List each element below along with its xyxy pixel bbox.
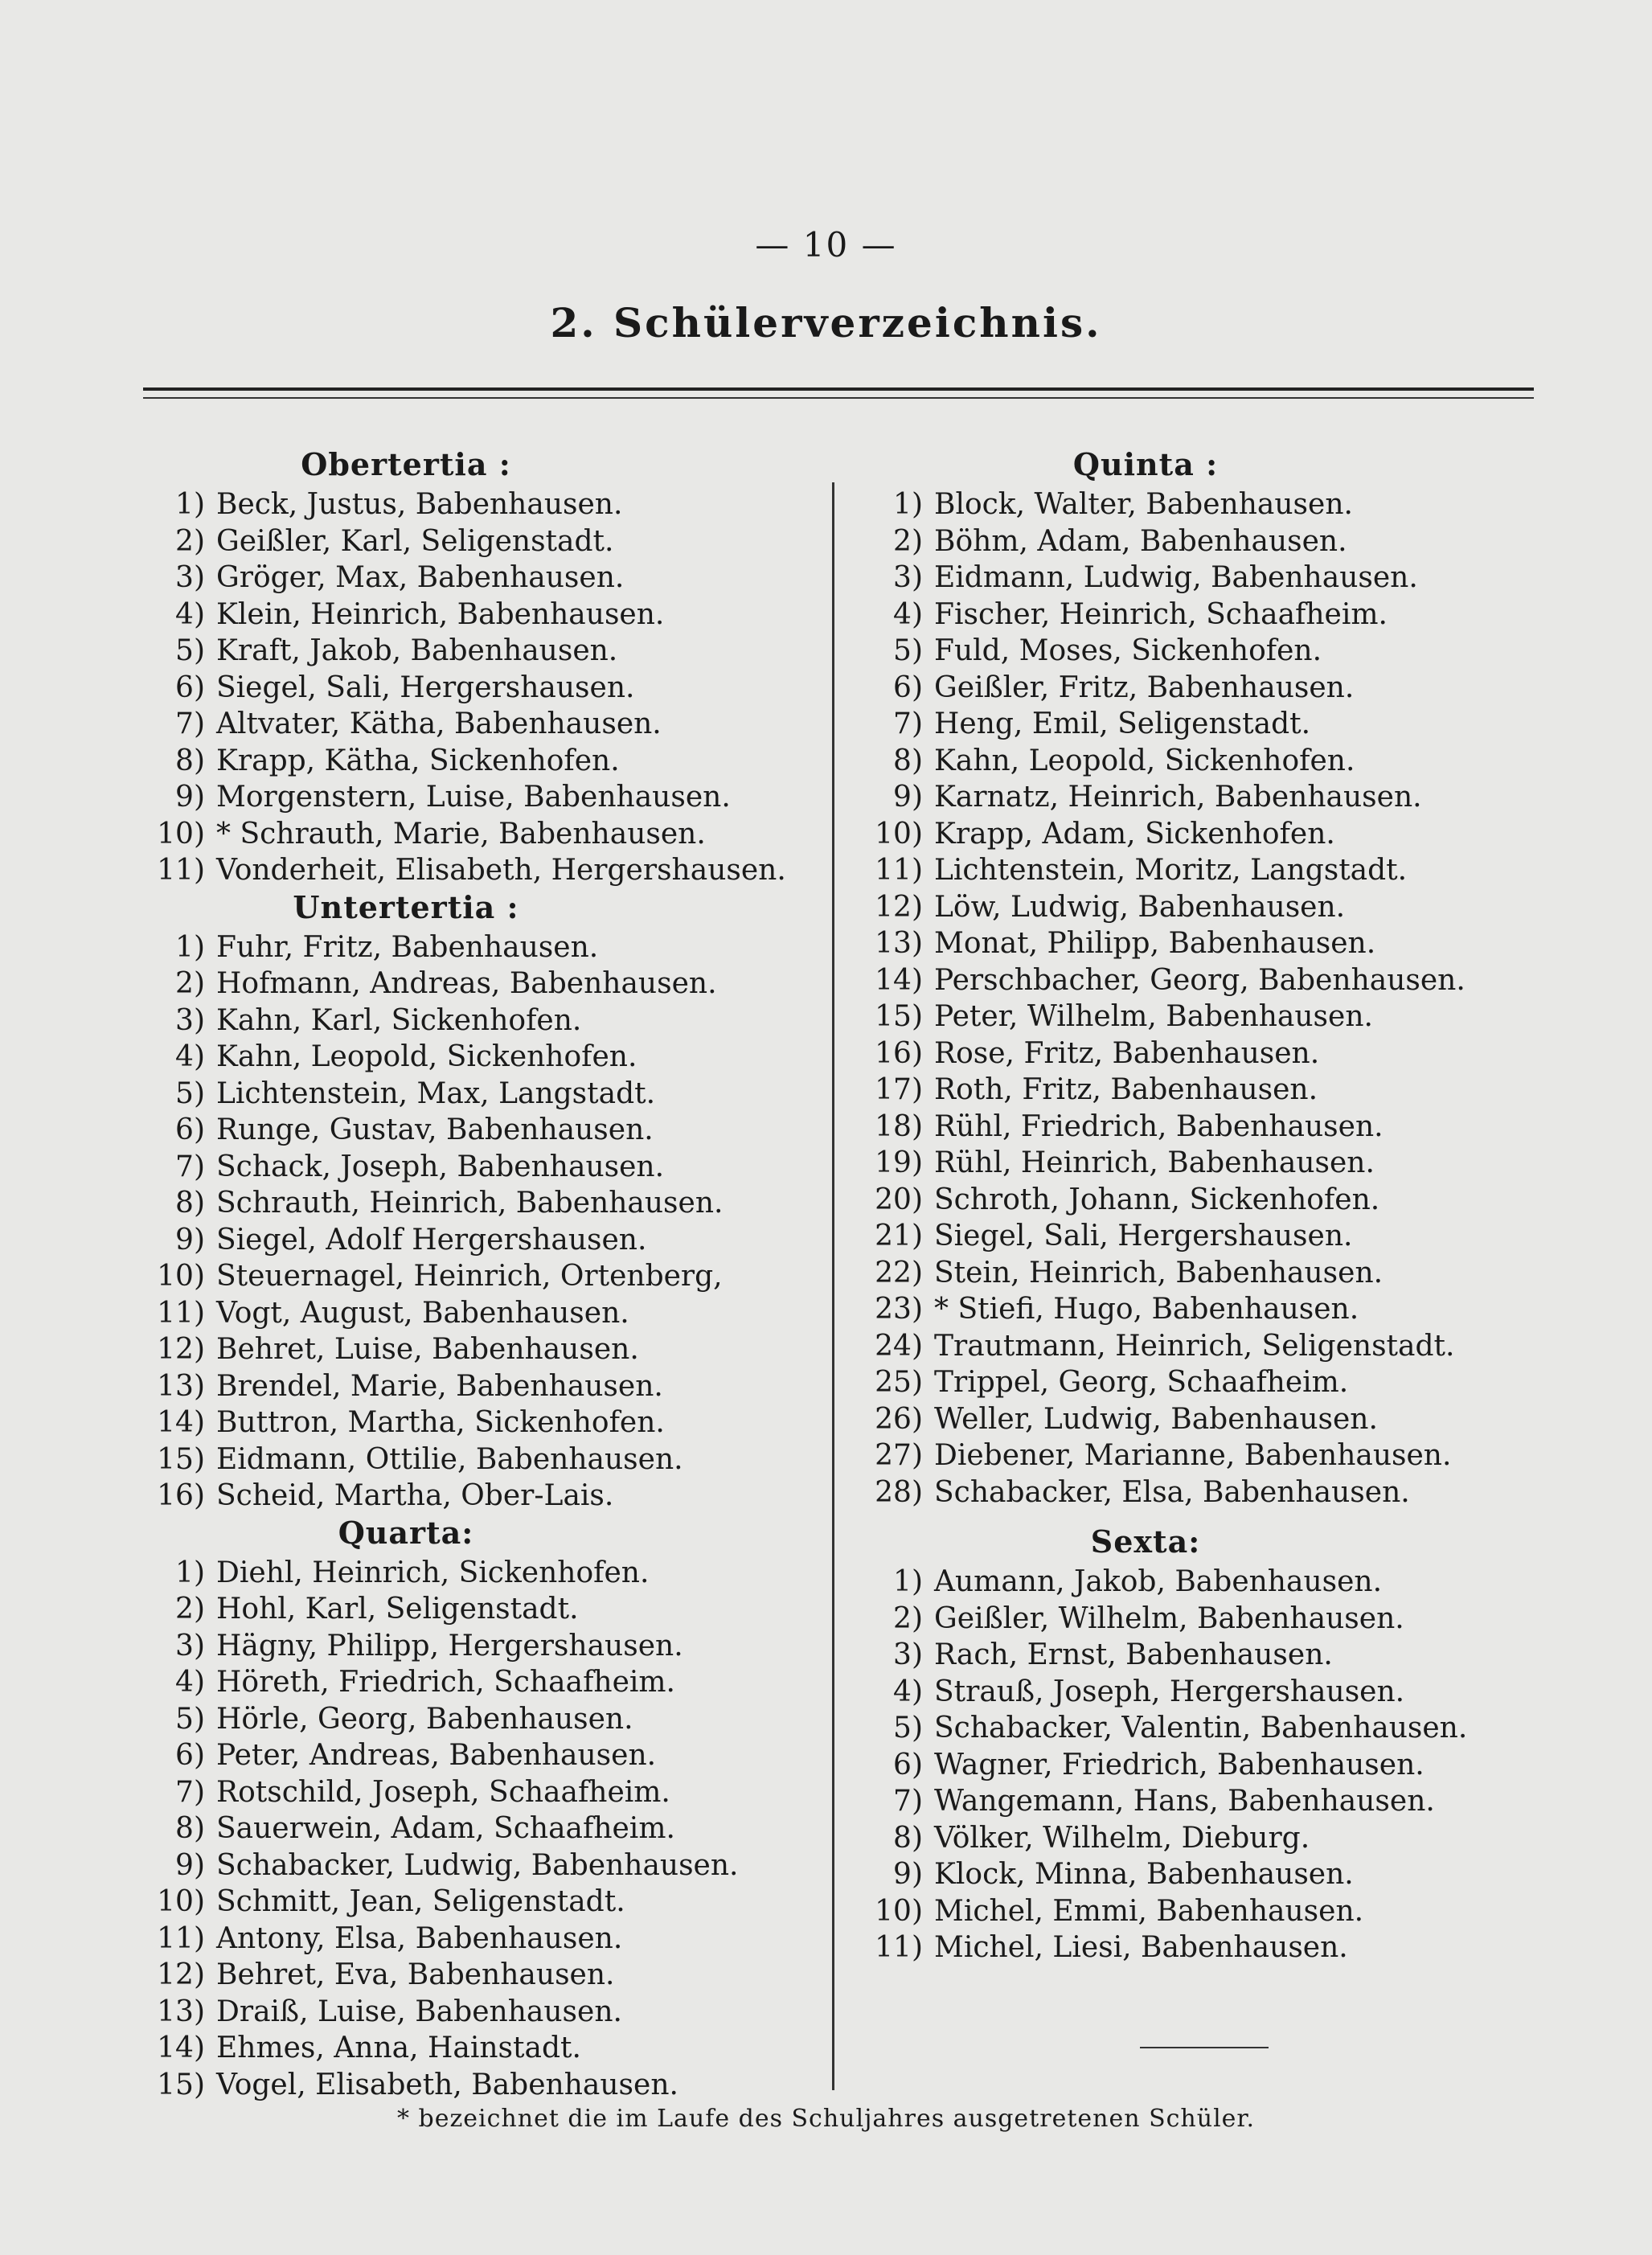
student-name: Krapp, Kätha, Sickenhofen. (216, 744, 620, 777)
entry-number: 7) (175, 1775, 205, 1809)
student-entry (868, 1072, 1560, 1109)
student-name: Schrauth, Heinrich, Babenhausen. (216, 1187, 724, 1220)
right-column-lower (868, 1523, 1560, 1966)
entry-number: 12) (157, 1958, 205, 1991)
student-entry (141, 929, 832, 966)
student-entry (141, 779, 832, 816)
student-entry (141, 486, 832, 523)
entry-number: 13) (875, 927, 923, 960)
entry-number: 1) (175, 1556, 205, 1589)
entry-number: 7) (175, 1150, 205, 1183)
student-name: Siegel, Sali, Hergershausen. (934, 1220, 1353, 1253)
entry-number: 24) (875, 1329, 923, 1363)
student-name: Kahn, Leopold, Sickenhofen. (934, 744, 1355, 777)
student-entry (868, 1747, 1560, 1784)
student-name: Trippel, Georg, Schaafheim. (934, 1366, 1349, 1399)
entry-number: 2) (893, 524, 923, 558)
student-entry (868, 597, 1560, 633)
entry-number: 28) (875, 1475, 923, 1509)
student-entry (868, 1893, 1560, 1930)
student-name: Karnatz, Heinrich, Babenhausen. (934, 781, 1422, 814)
student-name: Vogel, Elisabeth, Babenhausen. (216, 2068, 678, 2101)
student-name: Schabacker, Elsa, Babenhausen. (934, 1475, 1410, 1509)
entry-number: 10) (157, 1885, 205, 1918)
student-name: Böhm, Adam, Babenhausen. (934, 524, 1347, 558)
entry-number: 5) (175, 1702, 205, 1736)
entry-number: 10) (875, 817, 923, 851)
student-name: Brendel, Marie, Babenhausen. (216, 1369, 663, 1403)
student-name: Draiß, Luise, Babenhausen. (216, 1995, 622, 2028)
student-entry (868, 670, 1560, 707)
class-list-sexta (868, 1564, 1560, 1966)
student-entry (141, 1076, 832, 1113)
student-entry (868, 1145, 1560, 1182)
student-entry (868, 1856, 1560, 1893)
student-name: Klein, Heinrich, Babenhausen. (216, 597, 665, 631)
student-entry (141, 1295, 832, 1332)
student-entry (141, 1994, 832, 2031)
student-name: Rühl, Friedrich, Babenhausen. (934, 1109, 1383, 1143)
student-entry (868, 1218, 1560, 1255)
entry-number: 11) (157, 1921, 205, 1955)
student-name: Heng, Emil, Seligenstadt. (934, 707, 1311, 740)
column-divider (832, 482, 834, 2090)
entry-number: 14) (875, 963, 923, 997)
student-entry (868, 779, 1560, 816)
student-entry (868, 852, 1560, 889)
student-entry (141, 1331, 832, 1368)
student-name: Michel, Liesi, Babenhausen. (934, 1931, 1348, 1964)
student-name: Diebener, Marianne, Babenhausen. (934, 1439, 1452, 1472)
student-name: Kraft, Jakob, Babenhausen. (216, 634, 618, 667)
section-heading-untertertia: Untertertia : (293, 888, 519, 925)
student-name: Schack, Joseph, Babenhausen. (216, 1150, 665, 1183)
class-list-obertertia (141, 486, 832, 889)
entry-number: 27) (875, 1439, 923, 1472)
student-entry (868, 1255, 1560, 1292)
student-name: Michel, Emmi, Babenhausen. (934, 1894, 1364, 1928)
student-name: Hörle, Georg, Babenhausen. (216, 1702, 633, 1736)
student-entry (141, 1368, 832, 1405)
student-name: Morgenstern, Luise, Babenhausen. (216, 781, 731, 814)
student-entry (141, 1002, 832, 1039)
student-name: Rühl, Heinrich, Babenhausen. (934, 1146, 1375, 1179)
entry-number: 16) (157, 1479, 205, 1512)
student-name: Geißler, Wilhelm, Babenhausen. (934, 1601, 1404, 1635)
entry-number: 9) (175, 1223, 205, 1257)
student-entry (141, 1039, 832, 1076)
entry-number: 5) (893, 634, 923, 667)
student-entry (868, 925, 1560, 962)
entry-number: 10) (875, 1894, 923, 1928)
student-name: Kahn, Karl, Sickenhofen. (216, 1003, 582, 1037)
student-entry (141, 1591, 832, 1628)
student-entry (868, 486, 1560, 523)
student-name: Trautmann, Heinrich, Seligenstadt. (934, 1329, 1455, 1363)
left-column (141, 446, 832, 2103)
student-name: Stein, Heinrich, Babenhausen. (934, 1256, 1383, 1289)
student-name: Altvater, Kätha, Babenhausen. (216, 707, 662, 740)
entry-number: 15) (875, 1000, 923, 1033)
student-name: Behret, Luise, Babenhausen. (216, 1333, 639, 1366)
entry-number: 6) (175, 1113, 205, 1146)
entry-number: 25) (875, 1366, 923, 1399)
student-entry (868, 816, 1560, 853)
entry-number: 6) (893, 670, 923, 704)
entry-number: 1) (893, 1565, 923, 1598)
entry-number: 9) (893, 1858, 923, 1891)
student-name: Hägny, Philipp, Hergershausen. (216, 1629, 683, 1663)
entry-number: 1) (175, 930, 205, 964)
entry-number: 2) (893, 1601, 923, 1635)
header-rule-thin (143, 397, 1534, 399)
entry-number: 11) (875, 854, 923, 887)
entry-number: 6) (175, 670, 205, 704)
student-name: Siegel, Adolf Hergershausen. (216, 1223, 647, 1257)
entry-number: 19) (875, 1146, 923, 1179)
page-title: 2. Schülerverzeichnis. (550, 299, 1102, 346)
entry-number: 20) (875, 1183, 923, 1216)
student-name: Geißler, Karl, Seligenstadt. (216, 524, 614, 558)
student-entry (868, 1674, 1560, 1711)
entry-number: 10) (157, 817, 205, 851)
student-name: Vonderheit, Elisabeth, Hergershausen. (216, 854, 786, 887)
entry-number: 4) (175, 597, 205, 631)
student-entry (141, 1628, 832, 1665)
student-name: Schroth, Johann, Sickenhofen. (934, 1183, 1380, 1216)
entry-number: 11) (157, 854, 205, 887)
student-entry (868, 523, 1560, 560)
student-name: Weller, Ludwig, Babenhausen. (934, 1402, 1378, 1436)
entry-number: 2) (175, 1593, 205, 1626)
entry-number: 11) (875, 1931, 923, 1964)
student-name: * Schrauth, Marie, Babenhausen. (216, 817, 706, 851)
student-name: Peter, Wilhelm, Babenhausen. (934, 1000, 1373, 1033)
student-name: Klock, Minna, Babenhausen. (934, 1858, 1354, 1891)
student-entry (868, 1637, 1560, 1674)
student-name: Strauß, Joseph, Hergershausen. (934, 1675, 1405, 1708)
student-entry (868, 1474, 1560, 1511)
entry-number: 15) (157, 2068, 205, 2101)
student-name: Siegel, Sali, Hergershausen. (216, 670, 635, 704)
student-entry (141, 670, 832, 707)
student-entry (141, 706, 832, 743)
student-entry (141, 1847, 832, 1884)
student-name: Fuhr, Fritz, Babenhausen. (216, 930, 599, 964)
student-entry (141, 1149, 832, 1186)
student-name: Schmitt, Jean, Seligenstadt. (216, 1885, 625, 1918)
student-entry (141, 1701, 832, 1738)
footnote: * bezeichnet die im Laufe des Schuljahres ausgetretenen Schüler. (396, 2105, 1256, 2133)
entry-number: 4) (175, 1040, 205, 1073)
student-name: Wagner, Friedrich, Babenhausen. (934, 1748, 1424, 1781)
student-entry (141, 1258, 832, 1295)
student-entry (868, 1437, 1560, 1474)
student-name: Lichtenstein, Max, Langstadt. (216, 1076, 656, 1110)
entry-number: 8) (893, 1821, 923, 1855)
student-name: Wangemann, Hans, Babenhausen. (934, 1785, 1435, 1818)
entry-number: 14) (157, 1406, 205, 1439)
student-name: * Stiefi, Hugo, Babenhausen. (934, 1293, 1359, 1326)
section-heading-quinta: Quinta : (1072, 446, 1219, 482)
student-entry (868, 1364, 1560, 1401)
student-entry (868, 1035, 1560, 1072)
entry-number: 16) (875, 1036, 923, 1070)
entry-number: 17) (875, 1073, 923, 1106)
student-name: Scheid, Martha, Ober-Lais. (216, 1479, 614, 1512)
student-name: Antony, Elsa, Babenhausen. (216, 1921, 623, 1955)
student-name: Perschbacher, Georg, Babenhausen. (934, 963, 1465, 997)
student-entry (868, 743, 1560, 780)
student-name: Peter, Andreas, Babenhausen. (216, 1739, 657, 1772)
student-name: Sauerwein, Adam, Schaafheim. (216, 1812, 675, 1845)
student-entry (868, 962, 1560, 999)
entry-number: 7) (893, 1785, 923, 1818)
student-name: Höreth, Friedrich, Schaafheim. (216, 1666, 675, 1699)
student-entry (141, 597, 832, 633)
entry-number: 3) (893, 561, 923, 594)
section-heading-sexta: Sexta: (1090, 1523, 1201, 1560)
student-name: Beck, Justus, Babenhausen. (216, 488, 623, 521)
student-name: Steuernagel, Heinrich, Ortenberg, (216, 1260, 723, 1293)
entry-number: 12) (875, 890, 923, 924)
student-name: Ehmes, Anna, Hainstadt. (216, 2032, 581, 2064)
list-end-rule (1140, 2047, 1269, 2048)
entry-number: 23) (875, 1293, 923, 1326)
student-entry (868, 1820, 1560, 1857)
student-entry (141, 966, 832, 1002)
student-name: Rose, Fritz, Babenhausen. (934, 1036, 1320, 1070)
entry-number: 8) (893, 744, 923, 777)
class-list-quarta (141, 1555, 832, 2104)
entry-number: 9) (175, 781, 205, 814)
student-name: Rotschild, Joseph, Schaafheim. (216, 1775, 670, 1809)
entry-number: 13) (157, 1995, 205, 2028)
student-name: Fischer, Heinrich, Schaafheim. (934, 597, 1388, 631)
student-entry (868, 1929, 1560, 1966)
entry-number: 22) (875, 1256, 923, 1289)
entry-number: 5) (175, 634, 205, 667)
student-name: Löw, Ludwig, Babenhausen. (934, 890, 1346, 924)
student-entry (141, 1774, 832, 1811)
entry-number: 1) (893, 488, 923, 521)
student-entry (868, 1109, 1560, 1146)
entry-number: 12) (157, 1333, 205, 1366)
student-entry (868, 1564, 1560, 1601)
entry-number: 4) (893, 1675, 923, 1708)
entry-number: 26) (875, 1402, 923, 1436)
student-entry (868, 1601, 1560, 1638)
section-heading-obertertia: Obertertia : (301, 446, 511, 482)
student-entry (141, 560, 832, 597)
student-entry (868, 998, 1560, 1035)
student-entry (141, 1737, 832, 1774)
student-entry (141, 1112, 832, 1149)
entry-number: 4) (175, 1666, 205, 1699)
entry-number: 18) (875, 1109, 923, 1143)
class-list-quinta (868, 486, 1560, 1511)
entry-number: 9) (175, 1848, 205, 1882)
student-entry (141, 523, 832, 560)
entry-number: 21) (875, 1220, 923, 1253)
student-entry (141, 1478, 832, 1515)
student-entry (141, 1957, 832, 1994)
entry-number: 6) (893, 1748, 923, 1781)
entry-number: 3) (175, 1629, 205, 1663)
student-entry (868, 889, 1560, 926)
student-entry (141, 1921, 832, 1958)
entry-number: 4) (893, 597, 923, 631)
student-entry (141, 2067, 832, 2104)
student-entry (141, 1185, 832, 1222)
entry-number: 8) (175, 1187, 205, 1220)
student-entry (141, 1441, 832, 1478)
student-entry (868, 706, 1560, 743)
student-name: Schabacker, Valentin, Babenhausen. (934, 1712, 1468, 1745)
student-entry (141, 1404, 832, 1441)
entry-number: 1) (175, 488, 205, 521)
student-name: Eidmann, Ludwig, Babenhausen. (934, 561, 1418, 594)
student-name: Gröger, Max, Babenhausen. (216, 561, 625, 594)
student-name: Kahn, Leopold, Sickenhofen. (216, 1040, 637, 1073)
student-name: Hofmann, Andreas, Babenhausen. (216, 967, 717, 1000)
student-name: Runge, Gustav, Babenhausen. (216, 1113, 654, 1146)
entry-number: 8) (175, 744, 205, 777)
student-entry (868, 1291, 1560, 1328)
student-entry (141, 816, 832, 853)
entry-number: 10) (157, 1260, 205, 1293)
student-name: Block, Walter, Babenhausen. (934, 488, 1353, 521)
student-name: Monat, Philipp, Babenhausen. (934, 927, 1376, 960)
section-heading-quarta: Quarta: (338, 1514, 474, 1551)
student-name: Vogt, August, Babenhausen. (216, 1296, 629, 1330)
entry-number: 5) (893, 1712, 923, 1745)
student-name: Schabacker, Ludwig, Babenhausen. (216, 1848, 739, 1882)
student-name: Hohl, Karl, Seligenstadt. (216, 1593, 579, 1626)
student-entry (141, 1810, 832, 1847)
page-number: — 10 — (755, 225, 897, 264)
student-name: Fuld, Moses, Sickenhofen. (934, 634, 1322, 667)
student-name: Rach, Ernst, Babenhausen. (934, 1638, 1333, 1671)
student-name: Aumann, Jakob, Babenhausen. (934, 1565, 1383, 1598)
student-entry (141, 1222, 832, 1259)
entry-number: 5) (175, 1076, 205, 1110)
entry-number: 2) (175, 524, 205, 558)
student-entry (141, 1884, 832, 1921)
student-name: Lichtenstein, Moritz, Langstadt. (934, 854, 1408, 887)
student-entry (868, 633, 1560, 670)
entry-number: 3) (175, 1003, 205, 1037)
student-name: Eidmann, Ottilie, Babenhausen. (216, 1442, 683, 1476)
entry-number: 15) (157, 1442, 205, 1476)
student-entry (141, 633, 832, 670)
entry-number: 8) (175, 1812, 205, 1845)
student-entry (141, 852, 832, 889)
student-entry (141, 743, 832, 780)
student-entry (868, 1328, 1560, 1365)
student-name: Buttron, Martha, Sickenhofen. (216, 1406, 665, 1439)
right-column (868, 446, 1560, 1511)
student-name: Völker, Wilhelm, Dieburg. (934, 1821, 1310, 1855)
student-name: Krapp, Adam, Sickenhofen. (934, 817, 1335, 851)
student-name: Roth, Fritz, Babenhausen. (934, 1073, 1318, 1106)
entry-number: 3) (893, 1638, 923, 1671)
entry-number: 3) (175, 561, 205, 594)
student-entry (141, 1664, 832, 1701)
entry-number: 14) (157, 2032, 205, 2064)
header-rule-thick (143, 387, 1534, 391)
student-entry (868, 1401, 1560, 1438)
student-name: Behret, Eva, Babenhausen. (216, 1958, 615, 1991)
entry-number: 11) (157, 1296, 205, 1330)
student-entry (868, 560, 1560, 597)
student-entry (868, 1710, 1560, 1747)
entry-number: 7) (175, 707, 205, 740)
class-list-untertertia (141, 929, 832, 1515)
entry-number: 13) (157, 1369, 205, 1403)
student-entry (868, 1783, 1560, 1820)
student-entry (868, 1182, 1560, 1219)
entry-number: 6) (175, 1739, 205, 1772)
student-entry (141, 2030, 832, 2067)
entry-number: 9) (893, 781, 923, 814)
student-name: Geißler, Fritz, Babenhausen. (934, 670, 1355, 704)
entry-number: 2) (175, 967, 205, 1000)
entry-number: 7) (893, 707, 923, 740)
student-name: Diehl, Heinrich, Sickenhofen. (216, 1556, 650, 1589)
student-entry (141, 1555, 832, 1592)
